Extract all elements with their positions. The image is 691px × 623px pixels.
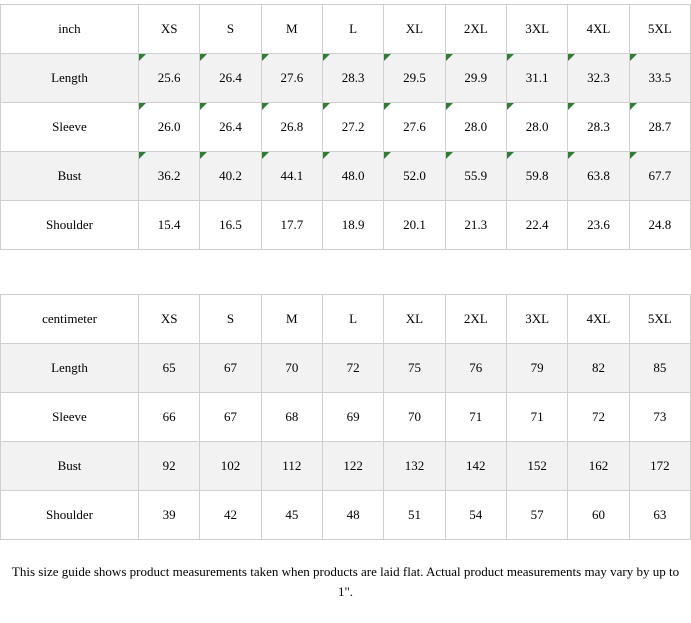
cell-length-3xl: 79 <box>506 344 567 393</box>
table-row <box>1 393 691 442</box>
cell-sleeve-l: 69 <box>322 393 383 442</box>
size-header-m: M <box>261 5 322 54</box>
cell-shoulder-5xl: 24.8 <box>629 201 690 250</box>
cell-bust-m: 112 <box>261 442 322 491</box>
row-label-sleeve: Sleeve <box>1 393 139 442</box>
size-header-2xl: 2XL <box>445 5 506 54</box>
cell-bust-s: 40.2 <box>200 152 261 201</box>
cell-sleeve-2xl: 28.0 <box>445 103 506 152</box>
cell-length-l: 28.3 <box>322 54 383 103</box>
cell-length-xl: 29.5 <box>384 54 445 103</box>
table-row <box>1 442 691 491</box>
cell-length-5xl: 33.5 <box>629 54 690 103</box>
cell-sleeve-3xl: 28.0 <box>506 103 567 152</box>
size-table-centimeter <box>0 294 691 540</box>
cell-shoulder-s: 42 <box>200 491 261 540</box>
cell-bust-4xl: 63.8 <box>568 152 629 201</box>
cell-length-s: 67 <box>200 344 261 393</box>
cell-length-3xl: 31.1 <box>506 54 567 103</box>
row-label-shoulder: Shoulder <box>1 201 139 250</box>
table-row <box>1 103 691 152</box>
size-guide-footnote: This size guide shows product measurements taken when products are laid flat. Actual product measurements may vary by up to 1". <box>11 564 680 599</box>
row-label-length: Length <box>1 344 139 393</box>
cell-bust-2xl: 55.9 <box>445 152 506 201</box>
table-header-row <box>1 5 691 54</box>
cell-shoulder-l: 48 <box>322 491 383 540</box>
table-gap <box>0 250 691 294</box>
cell-shoulder-m: 45 <box>261 491 322 540</box>
cell-length-4xl: 82 <box>568 344 629 393</box>
cell-shoulder-5xl: 63 <box>629 491 690 540</box>
cell-length-2xl: 29.9 <box>445 54 506 103</box>
size-table-inch <box>0 4 691 250</box>
cell-sleeve-4xl: 72 <box>568 393 629 442</box>
cell-length-xl: 75 <box>384 344 445 393</box>
size-header-xs: XS <box>139 295 200 344</box>
cell-bust-l: 122 <box>322 442 383 491</box>
size-header-3xl: 3XL <box>506 5 567 54</box>
table-row <box>1 201 691 250</box>
cell-bust-xl: 132 <box>384 442 445 491</box>
size-header-2xl: 2XL <box>445 295 506 344</box>
size-header-xl: XL <box>384 295 445 344</box>
cell-length-s: 26.4 <box>200 54 261 103</box>
size-header-l: L <box>322 5 383 54</box>
size-header-5xl: 5XL <box>629 5 690 54</box>
unit-label-inch: inch <box>1 5 139 54</box>
cell-bust-xs: 92 <box>139 442 200 491</box>
cell-shoulder-xs: 39 <box>139 491 200 540</box>
cell-sleeve-xs: 26.0 <box>139 103 200 152</box>
size-header-3xl: 3XL <box>506 295 567 344</box>
table-row <box>1 344 691 393</box>
cell-bust-m: 44.1 <box>261 152 322 201</box>
size-header-xs: XS <box>139 5 200 54</box>
cell-length-5xl: 85 <box>629 344 690 393</box>
size-header-4xl: 4XL <box>568 295 629 344</box>
cell-bust-4xl: 162 <box>568 442 629 491</box>
cell-bust-xs: 36.2 <box>139 152 200 201</box>
row-label-length: Length <box>1 54 139 103</box>
cell-sleeve-5xl: 73 <box>629 393 690 442</box>
cell-shoulder-3xl: 57 <box>506 491 567 540</box>
cell-length-2xl: 76 <box>445 344 506 393</box>
size-header-5xl: 5XL <box>629 295 690 344</box>
cell-sleeve-3xl: 71 <box>506 393 567 442</box>
size-header-xl: XL <box>384 5 445 54</box>
cell-sleeve-m: 68 <box>261 393 322 442</box>
cell-length-4xl: 32.3 <box>568 54 629 103</box>
cell-length-l: 72 <box>322 344 383 393</box>
cell-shoulder-3xl: 22.4 <box>506 201 567 250</box>
cell-length-xs: 25.6 <box>139 54 200 103</box>
row-label-shoulder: Shoulder <box>1 491 139 540</box>
cell-shoulder-xs: 15.4 <box>139 201 200 250</box>
cell-length-m: 27.6 <box>261 54 322 103</box>
cell-bust-3xl: 59.8 <box>506 152 567 201</box>
cell-sleeve-2xl: 71 <box>445 393 506 442</box>
cell-shoulder-s: 16.5 <box>200 201 261 250</box>
cell-shoulder-2xl: 21.3 <box>445 201 506 250</box>
cell-shoulder-xl: 51 <box>384 491 445 540</box>
cell-length-xs: 65 <box>139 344 200 393</box>
cell-length-m: 70 <box>261 344 322 393</box>
cell-bust-l: 48.0 <box>322 152 383 201</box>
row-label-bust: Bust <box>1 152 139 201</box>
cell-sleeve-4xl: 28.3 <box>568 103 629 152</box>
table-row <box>1 491 691 540</box>
cell-bust-2xl: 142 <box>445 442 506 491</box>
unit-label-centimeter: centimeter <box>1 295 139 344</box>
cell-sleeve-xl: 70 <box>384 393 445 442</box>
cell-bust-3xl: 152 <box>506 442 567 491</box>
cell-sleeve-5xl: 28.7 <box>629 103 690 152</box>
size-header-l: L <box>322 295 383 344</box>
cell-bust-s: 102 <box>200 442 261 491</box>
table-header-row <box>1 295 691 344</box>
row-label-sleeve: Sleeve <box>1 103 139 152</box>
size-header-s: S <box>200 5 261 54</box>
row-label-bust: Bust <box>1 442 139 491</box>
table-row <box>1 54 691 103</box>
cell-bust-5xl: 67.7 <box>629 152 690 201</box>
size-header-m: M <box>261 295 322 344</box>
cell-sleeve-s: 67 <box>200 393 261 442</box>
cell-sleeve-l: 27.2 <box>322 103 383 152</box>
size-header-s: S <box>200 295 261 344</box>
cell-bust-xl: 52.0 <box>384 152 445 201</box>
cell-sleeve-m: 26.8 <box>261 103 322 152</box>
cell-sleeve-xs: 66 <box>139 393 200 442</box>
cell-shoulder-xl: 20.1 <box>384 201 445 250</box>
cell-sleeve-s: 26.4 <box>200 103 261 152</box>
cell-sleeve-xl: 27.6 <box>384 103 445 152</box>
cell-shoulder-4xl: 23.6 <box>568 201 629 250</box>
cell-shoulder-2xl: 54 <box>445 491 506 540</box>
cell-shoulder-l: 18.9 <box>322 201 383 250</box>
cell-bust-5xl: 172 <box>629 442 690 491</box>
cell-shoulder-4xl: 60 <box>568 491 629 540</box>
table-row <box>1 152 691 201</box>
cell-shoulder-m: 17.7 <box>261 201 322 250</box>
size-header-4xl: 4XL <box>568 5 629 54</box>
